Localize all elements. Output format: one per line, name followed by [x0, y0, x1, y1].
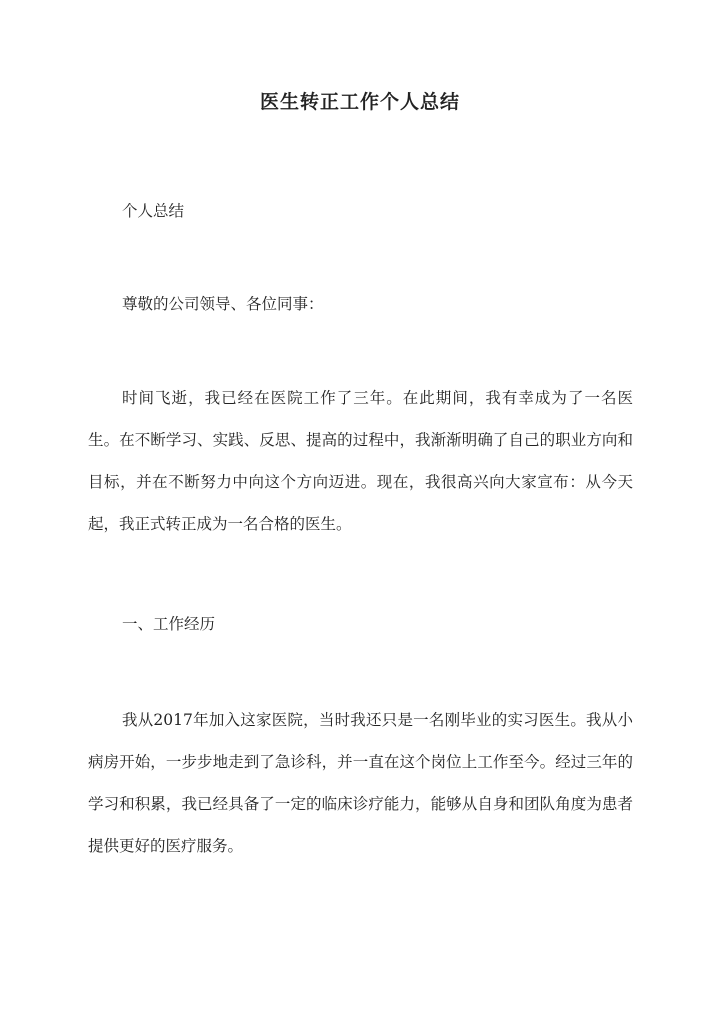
paragraph-work-experience: 我从2017年加入这家医院，当时我还只是一名刚毕业的实习医生。我从小病房开始，一步步地走到了急诊科，并一直在这个岗位上工作至今。经过三年的学习和积累，我已经具备了一定的临床诊疗能力，能够从自身和团队角度为患者提供更好的医疗服务。	[88, 711, 633, 855]
salutation: 尊敬的公司领导、各位同事：	[122, 295, 324, 313]
paragraph-intro: 时间飞逝，我已经在医院工作了三年。在此期间，我有幸成为了一名医生。在不断学习、实践、反思、提高的过程中，我渐渐明确了自己的职业方向和目标，并在不断努力中向这个方向迈进。现在，我很高兴向大家宣布：从今天起，我正式转正成为一名合格的医生。	[88, 389, 633, 533]
section-heading: 个人总结	[122, 202, 185, 220]
document-title: 医生转正工作个人总结	[259, 91, 460, 113]
heading-work-experience: 一、工作经历	[122, 615, 216, 633]
